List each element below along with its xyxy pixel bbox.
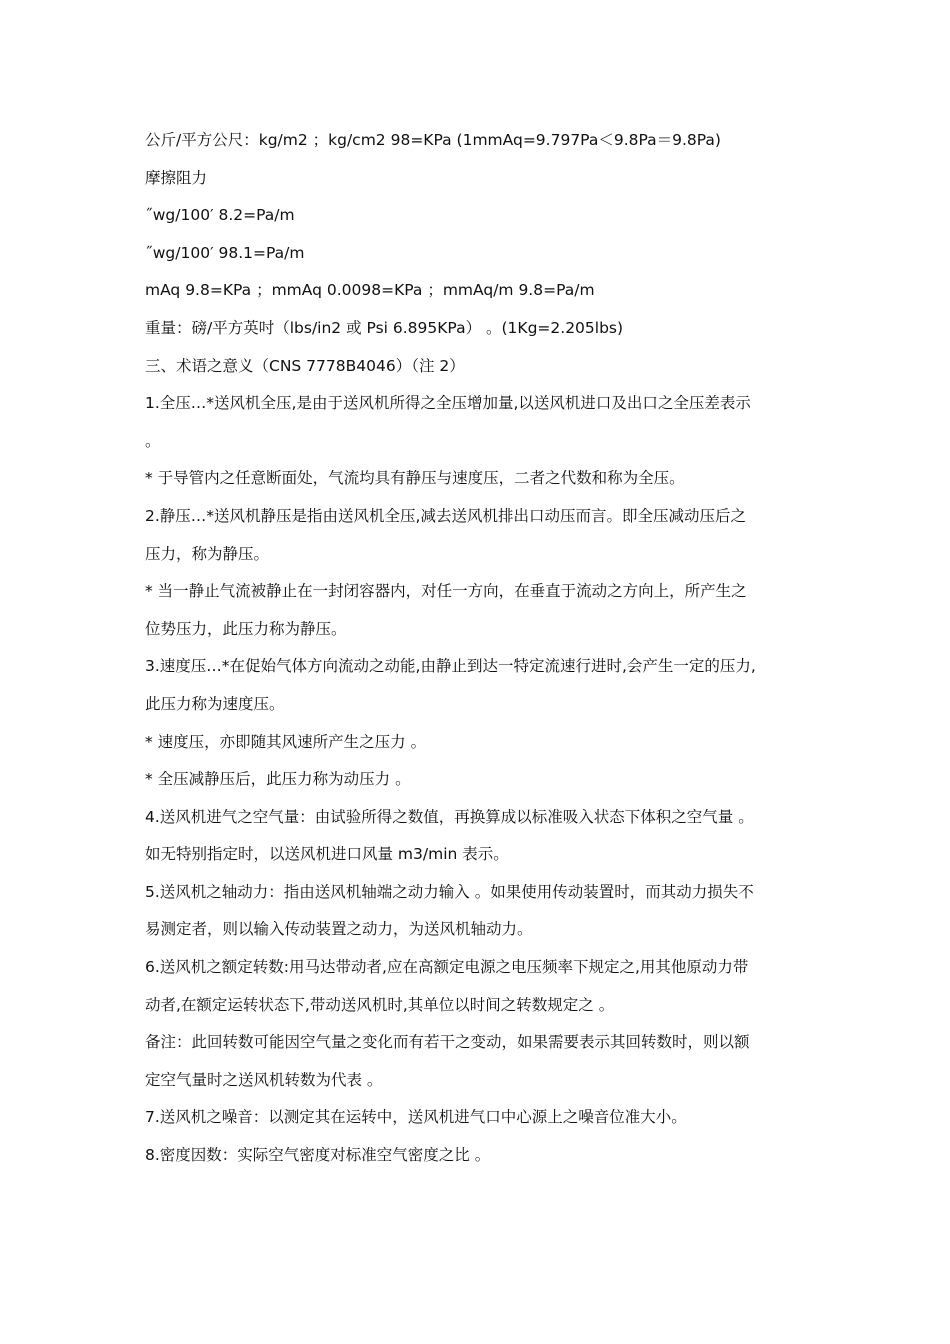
section-heading: 三、术语之意义（CNS 7778B4046）（注 2）: [145, 356, 465, 375]
text-line: 易测定者，则以输入传动装置之动力，为送风机轴动力。: [145, 920, 533, 939]
text-line: 动者,在额定运转状态下,带动送风机时,其单位以时间之转数规定之 。: [145, 995, 615, 1014]
text-line: 公斤/平方公尺：kg/m2 ；kg/cm2 98=KPa (1mmAq=9.797Pa＜9.8Pa＝9.8Pa): [145, 131, 721, 149]
text-line: 此压力称为速度压。: [145, 694, 285, 713]
text-line: 8.密度因数：实际空气密度对标准空气密度之比 。: [145, 1146, 491, 1165]
text-line: ˝wg/100′ 8.2=Pa/m: [145, 206, 295, 225]
document-body: [145, 122, 810, 1175]
text-line: * 于导管内之任意断面处，气流均具有静压与速度压，二者之代数和称为全压。: [145, 469, 685, 488]
text-line: mAq 9.8=KPa ；mmAq 0.0098=KPa ；mmAq/m 9.8=Pa/m: [145, 281, 595, 300]
text-line: 5.送风机之轴动力：指由送风机轴端之动力输入 。如果使用传动装置时，而其动力损失不: [145, 882, 754, 901]
text-line: 1.全压…*送风机全压,是由于送风机所得之全压增加量,以送风机进口及出口之全压差表示: [145, 394, 751, 413]
text-line: 。: [145, 431, 161, 450]
text-line: 定空气量时之送风机转数为代表 。: [145, 1070, 383, 1089]
text-line: 如无特别指定时，以送风机进口风量 m3/min 表示。: [145, 845, 509, 864]
text-line: 位势压力，此压力称为静压。: [145, 619, 347, 638]
text-line: * 速度压，亦即随其风速所产生之压力 。: [145, 732, 427, 751]
text-line: 2.静压…*送风机静压是指由送风机全压,减去送风机排出口动压而言。即全压减动压后之: [145, 506, 746, 525]
text-line: * 全压减静压后，此压力称为动压力 。: [145, 770, 411, 789]
text-line: 备注：此回转数可能因空气量之变化而有若干之变动，如果需要表示其回转数时，则以额: [145, 1033, 750, 1052]
text-line: 摩擦阻力: [145, 168, 208, 187]
text-line: 重量：磅/平方英吋（lbs/in2 或 Psi 6.895KPa） 。(1Kg=2.205lbs): [145, 318, 624, 337]
text-line: 6.送风机之额定转数:用马达带动者,应在高额定电源之电压频率下规定之,用其他原动力带: [145, 958, 749, 977]
text-line: * 当一静止气流被静止在一封闭容器内，对任一方向，在垂直于流动之方向上，所产生之: [145, 582, 747, 601]
text-line: 7.送风机之噪音：以测定其在运转中，送风机进气口中心源上之噪音位准大小。: [145, 1108, 687, 1127]
text-line: 3.速度压…*在促始气体方向流动之动能,由静止到达一特定流速行进时,会产生一定的压力,: [145, 657, 756, 676]
text-line: 4.送风机进气之空气量：由试验所得之数值，再换算成以标准吸入状态下体积之空气量 。: [145, 807, 754, 826]
text-line: ˝wg/100′ 98.1=Pa/m: [145, 243, 305, 262]
text-line: 压力，称为静压。: [145, 544, 270, 563]
